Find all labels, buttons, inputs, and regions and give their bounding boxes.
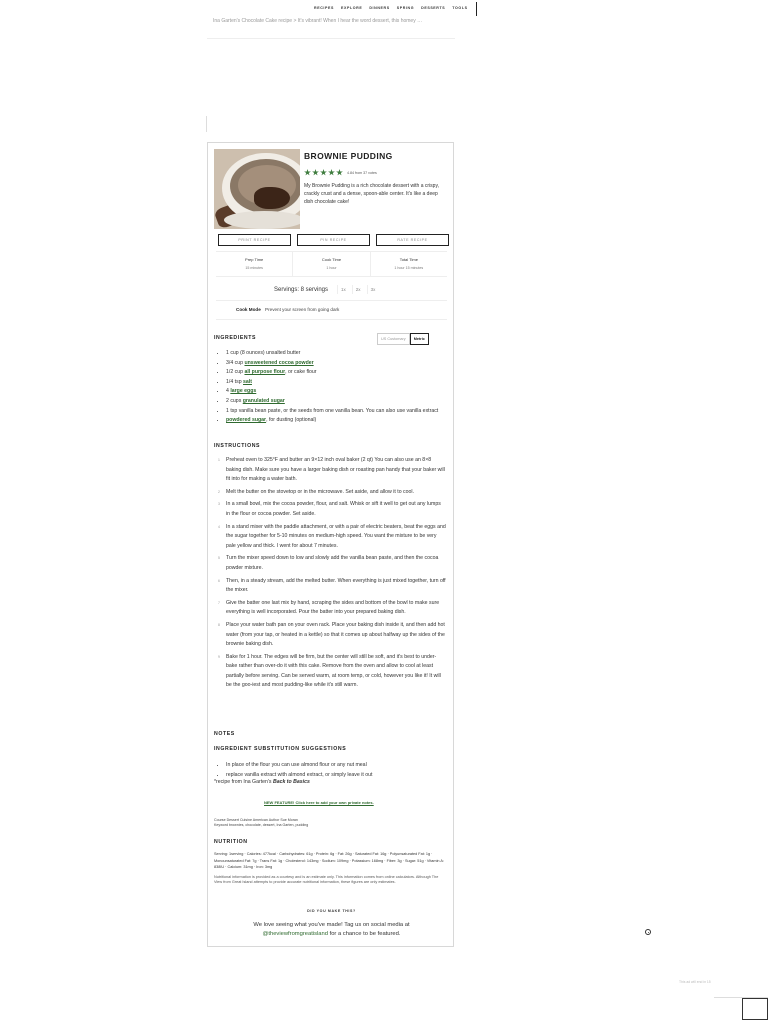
recipe-card (207, 142, 454, 947)
ingredient-item: • 1 tsp vanilla bean paste, or the seeds from one vanilla bean. You can also use vanilla extract (226, 407, 456, 417)
multiplier-3x[interactable]: 3x (367, 285, 379, 294)
recipe-source: *recipe from Ina Garten's Back to Basics (214, 779, 310, 785)
print-recipe-button[interactable]: PRINT RECIPE (218, 234, 291, 246)
divider (216, 319, 447, 320)
ad-close-button[interactable] (742, 998, 768, 1020)
instructions-list (218, 456, 446, 694)
ingredient-item: • 3/4 cup unsweetened cocoa powder (226, 359, 456, 369)
cook-time-value: 1 hour (326, 266, 337, 270)
made-it-heading: DID YOU MAKE THIS? (307, 909, 356, 913)
substitution-heading: INGREDIENT SUBSTITUTION SUGGESTIONS (214, 746, 347, 752)
recipe-times (216, 251, 447, 277)
cook-time-label: Cook Time (321, 257, 342, 262)
instruction-step: 9 Bake for 1 hour. The edges will be firm, but the center will still be soft, and it's best to under-bake rather than over-do it with this cake. Remove from the oven and allow to cool at least partially before serving. Can be served warm, at room temp, or cold, however you like it! It will be the goo-iest and most pudding-like while it's still warm. (218, 653, 441, 689)
substitution-item: • replace vanilla extract with almond extract, or simply leave it out (226, 771, 454, 781)
star-icon[interactable] (336, 169, 343, 176)
star-icon[interactable] (328, 169, 335, 176)
recipe-summary: My Brownie Pudding is a rich chocolate dessert with a crispy, crackly crust and a dense, spoon-able center. It's like a deep dish chocolate cake! (304, 183, 439, 205)
top-nav (314, 6, 468, 10)
servings-control (274, 285, 378, 294)
prep-time (216, 252, 293, 276)
ingredient-link[interactable]: large eggs (230, 388, 257, 395)
instruction-step: 2 Melt the butter on the stovetop or in the microwave. Set aside, and allow it to cool. (218, 488, 415, 495)
ingredient-item: • powdered sugar, for dusting (optional) (226, 416, 456, 426)
multiplier-1x[interactable]: 1x (337, 285, 349, 294)
nav-item-tools[interactable]: TOOLS (452, 6, 468, 10)
instruction-step: 6 Then, in a steady stream, add the melted butter. When everything is just mixed together, turn off the mixer. (218, 577, 446, 594)
nutrition-facts: Serving: 1serving · Calories: 477kcal · Carbohydrates: 61g · Protein: 6g · Fat: 26g · Saturated Fat: 16g · Polyunsaturated Fat: 1g · Monounsaturated Fat: 7g · Trans Fat: 1g · Cholesterol: 143mg · Sodium: 109mg · Potassium: 168mg · Fiber: 3g · Sugar: 51g · Vitamin A: 838IU · Calcium: 31mg · Iron: 3mg (214, 852, 444, 870)
pin-recipe-button[interactable]: PIN RECIPE (297, 234, 370, 246)
recipe-actions (218, 234, 449, 246)
instruction-step: 4 In a stand mixer with the paddle attachment, or with a pair of electric beaters, beat the eggs and the sugar together for 5-10 minutes on medium-high speed. You want the mixture to be very pale yellow and thick. I went for about 7 minutes. (218, 523, 446, 549)
ingredient-item: • 1/2 cup all purpose flour, or cake flour (226, 368, 456, 378)
recipe-meta (214, 818, 308, 828)
nav-item-explore[interactable]: EXPLORE (340, 6, 363, 10)
nav-divider (476, 2, 477, 16)
add-private-notes-link[interactable]: NEW FEATURE! Click here to add your own private notes. (264, 800, 374, 805)
nutrition-disclaimer: Nutritional information is provided as a courtesy and is an estimate only. This information comes from online calculators. Although The View from Great Island attempts to provide accurate nutritional information, these figures are only estimates. (214, 875, 439, 885)
instruction-step: 1 Preheat oven to 325°F and butter an 9×12 inch oval baker (2 qt) You can also use an 8×8 baking dish. Make sure you have a larger baking dish or roasting pan handy that your baker will fit into for making a water bath. (218, 457, 445, 483)
prep-time-label: Prep Time (245, 257, 264, 262)
cook-mode-description: Prevent your screen from going dark (265, 307, 340, 312)
cook-mode-toggle[interactable] (236, 307, 339, 312)
recipe-source-book: Back to Basics (272, 779, 310, 785)
unit-metric[interactable]: Metric (410, 333, 429, 345)
info-circle-icon[interactable] (645, 929, 651, 935)
notes-heading: NOTES (214, 731, 235, 737)
divider (216, 300, 447, 301)
servings-label[interactable]: Servings: 8 servings (274, 286, 329, 293)
instruction-step: 5 Turn the mixer speed down to low and slowly add the vanilla bean paste, and then the cocoa powder mixture. (218, 555, 439, 571)
total-time (371, 252, 447, 276)
cook-mode-label: Cook Mode (236, 307, 261, 312)
substitution-item: • In place of the flour you can use almond flour or any nut meal (226, 761, 454, 771)
recipe-photo (214, 149, 300, 229)
ingredients-list (218, 349, 456, 426)
ingredients-heading: INGREDIENTS (214, 335, 257, 341)
rating-count: 4.84 from 37 votes (347, 170, 377, 175)
recipe-title: BROWNIE PUDDING (304, 151, 393, 161)
nav-item-recipes[interactable]: RECIPES (314, 6, 334, 10)
star-icon[interactable] (320, 169, 327, 176)
instructions-heading: INSTRUCTIONS (214, 443, 261, 449)
rating-stars[interactable] (304, 169, 377, 176)
ingredient-item: • 2 cups granulated sugar (226, 397, 456, 407)
side-divider (206, 116, 207, 132)
substitution-list (218, 761, 454, 780)
ad-countdown: This ad will end in 15 (679, 980, 711, 984)
recipe-meta-course: Course Dessert Cuisine American Author Sue Moran (214, 818, 298, 822)
ingredient-link[interactable]: powdered sugar (226, 417, 267, 424)
instruction-step: 8 Place your water bath pan on your oven rack. Place your baking dish inside it, and then add hot water (from your tap, or heated in a kettle) so that it comes up about halfway up the sides of the brownie baking dish. (218, 621, 445, 648)
star-icon[interactable] (312, 169, 319, 176)
cook-time (293, 252, 370, 276)
nutrition-heading: NUTRITION (214, 839, 248, 845)
recipe-meta-keywords: Keyword brownies, chocolate, dessert, Ina Garten, pudding (214, 823, 309, 827)
nav-item-spring[interactable]: SPRING (396, 6, 415, 10)
ingredient-link[interactable]: unsweetened cocoa powder (244, 359, 314, 366)
nav-item-desserts[interactable]: DESSERTS (421, 6, 446, 10)
total-time-value: 1 hour 15 minutes (394, 266, 424, 270)
ingredient-link[interactable]: granulated sugar (242, 397, 285, 404)
instruction-step: 7 Give the batter one last mix by hand, scraping the sides and bottom of the bowl to make sure everything is well incorporated. Pour the batter into your prepared baking dish. (218, 599, 440, 616)
ingredient-item: • 1/4 tsp salt (226, 378, 456, 388)
unit-toggle (377, 333, 429, 345)
prep-time-value: 15 minutes (245, 266, 263, 270)
star-icon[interactable] (304, 169, 311, 176)
multiplier-2x[interactable]: 2x (352, 285, 364, 294)
instruction-step: 3 In a small bowl, mix the cocoa powder, flour, and salt. Whisk or sift it well to get out any lumps in the flour or cocoa powder. Set aside. (218, 501, 441, 517)
total-time-label: Total Time (399, 257, 418, 262)
nav-item-dinners[interactable]: DINNERS (369, 6, 390, 10)
header-divider (207, 38, 455, 39)
breadcrumb[interactable]: Ina Garten's Chocolate Cake recipe > It's vibrant! When I hear the word dessert, this homey … (213, 18, 423, 24)
social-callout: We love seeing what you've made! Tag us on social media at @theviewfromgreatisland for a chance to be featured. (253, 922, 410, 937)
ingredient-link[interactable]: salt (243, 378, 252, 385)
rate-recipe-button[interactable]: RATE RECIPE (376, 234, 449, 246)
ingredient-item: • 4 large eggs (226, 387, 456, 397)
ingredient-item: • 1 cup (8 ounces) unsalted butter (226, 349, 456, 359)
ingredient-link[interactable]: all purpose flour (244, 369, 286, 376)
unit-us-customary[interactable]: US Customary (377, 333, 410, 345)
social-handle-link[interactable]: @theviewfromgreatisland (262, 931, 328, 937)
